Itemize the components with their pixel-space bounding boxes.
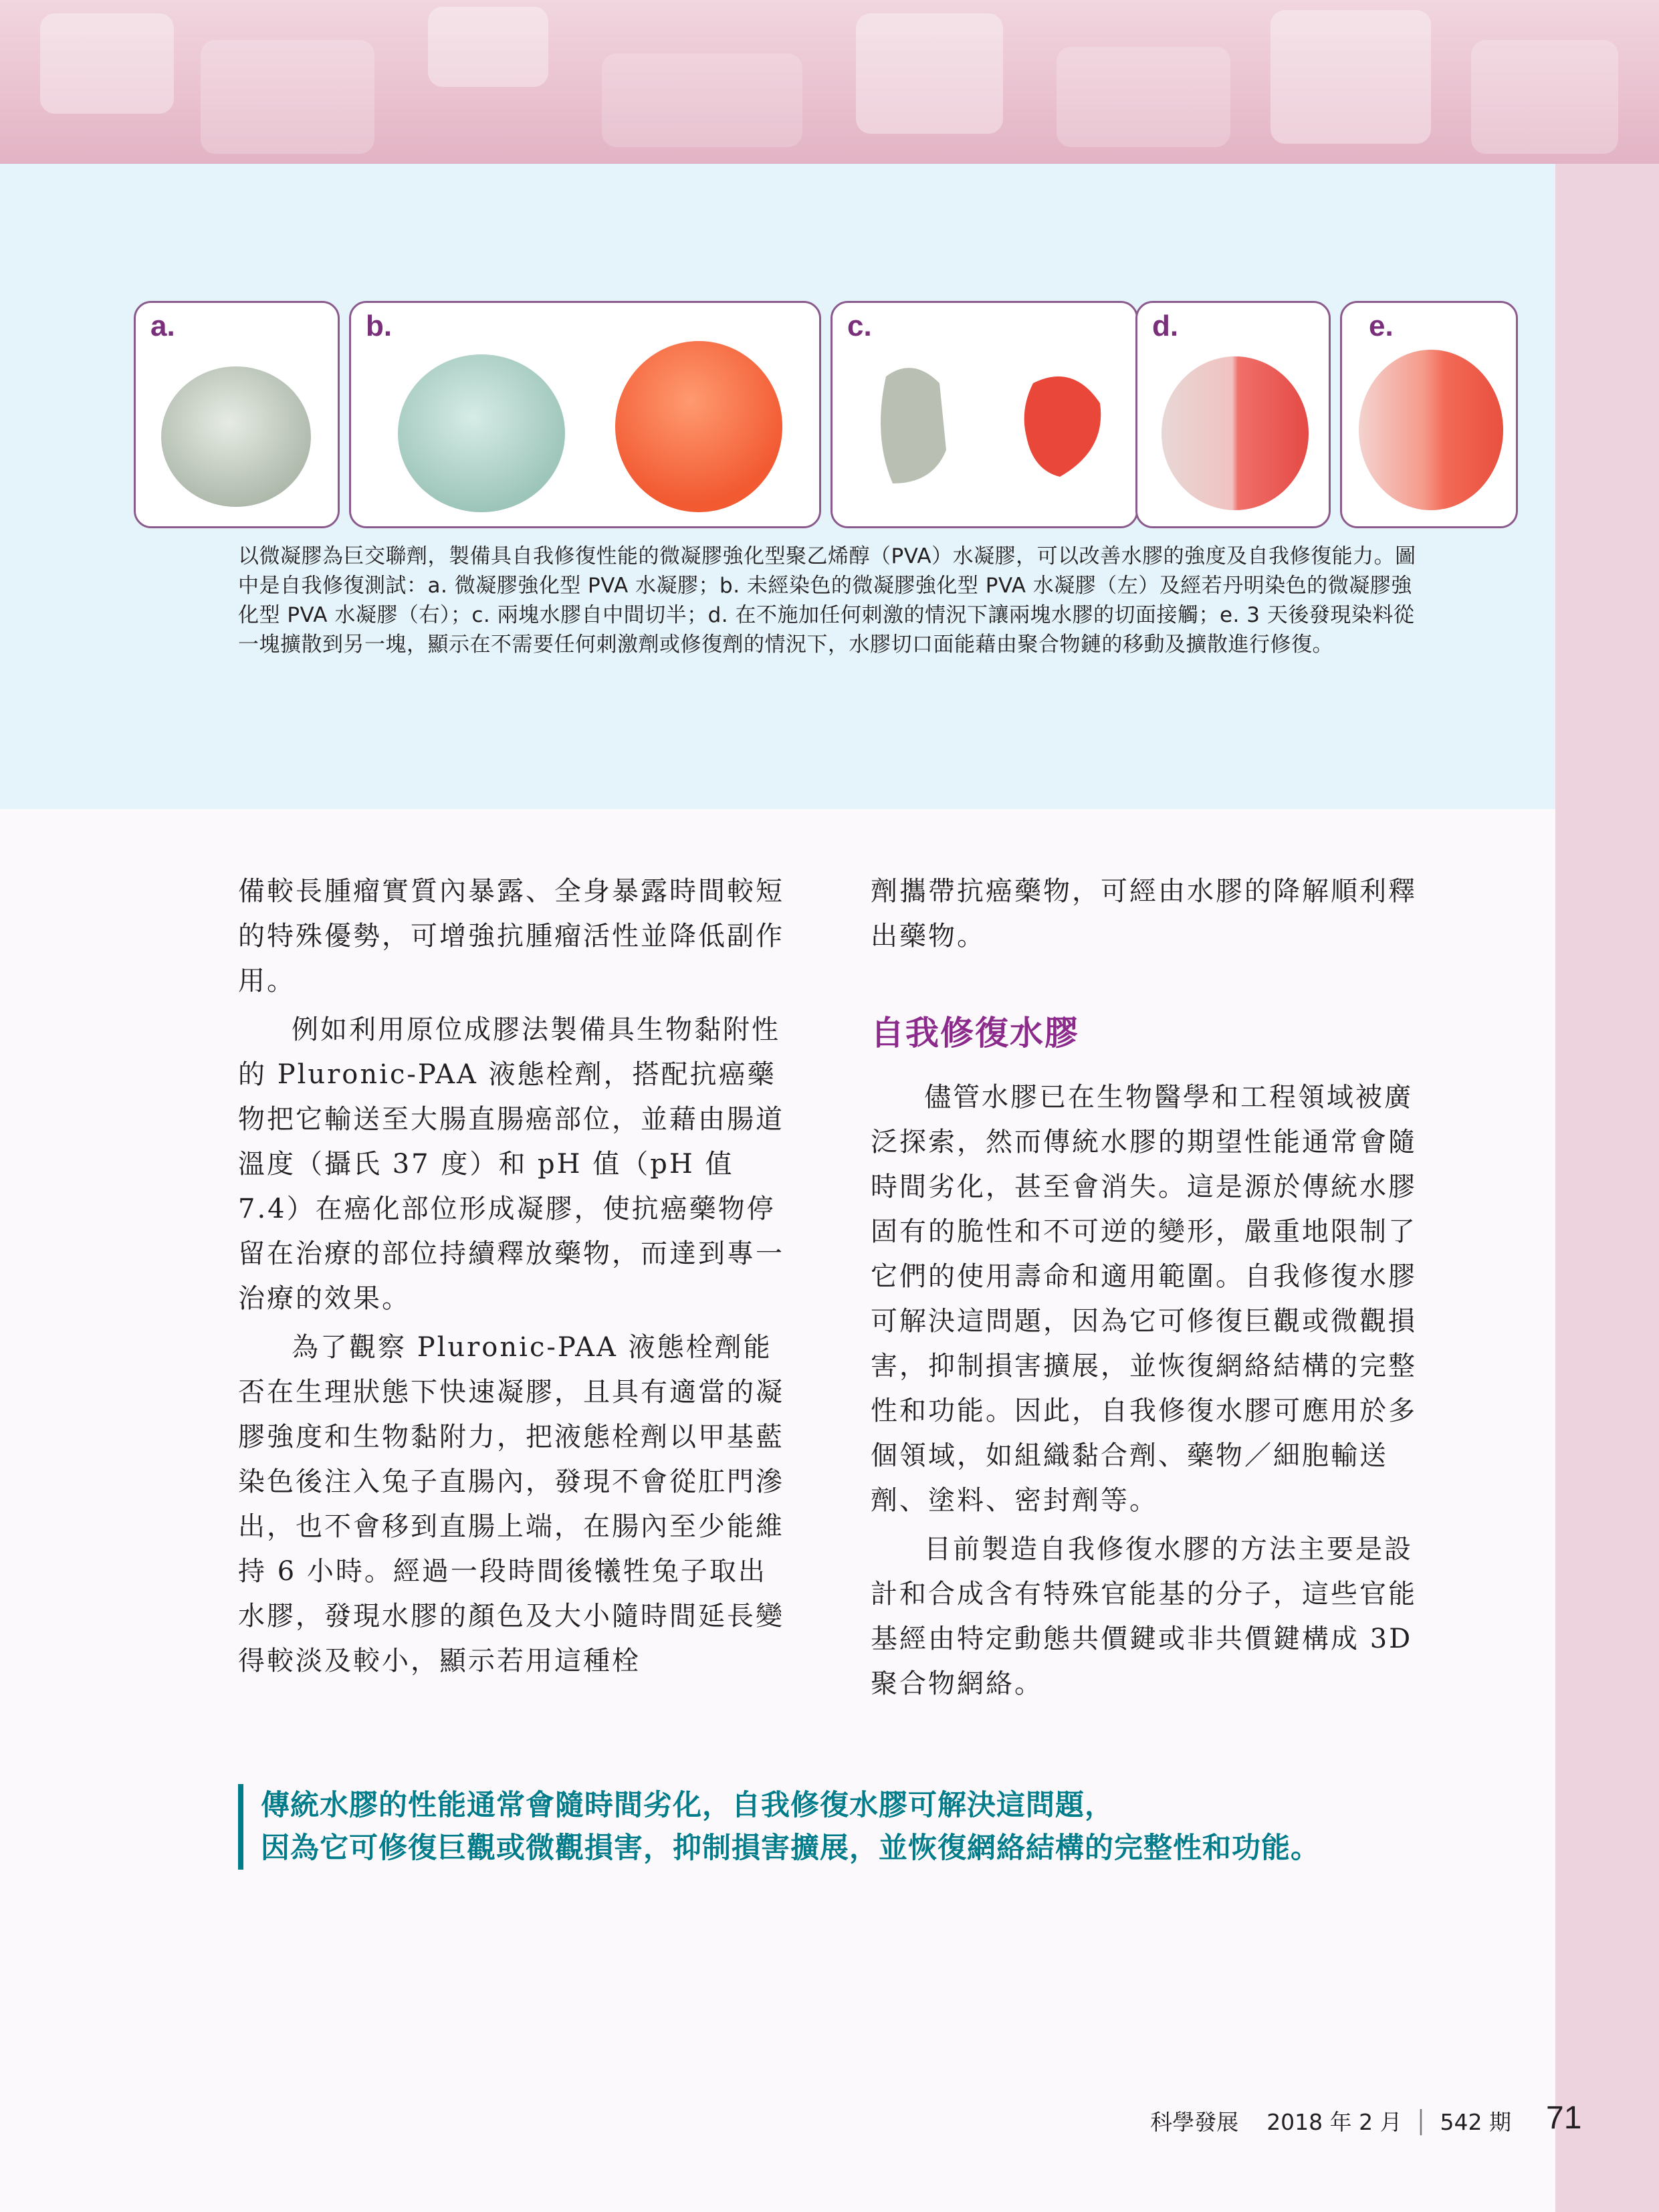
page-number: 71 [1546,2100,1582,2136]
panel-label: c. [847,310,872,342]
panel-label: b. [366,310,393,342]
right-column [871,869,1426,959]
magazine-name: 科學發展 [1150,2109,1239,2135]
section-heading: 自我修復水膠 [871,1014,1079,1053]
photo-panel-b [349,301,821,528]
paragraph: 儘管水膠已在生物醫學和工程領域被廣泛探索，然而傳統水膠的期望性能通常會隨時間劣化，甚至會消失。這是源於傳統水膠固有的脆性和不可逆的變形，嚴重地限制了它們的使用壽命和適用範圍。自我修復水膠可解決這問題，因為它可修復巨觀或微觀損害，抑制損害擴展，並恢復網絡結構的完整性和功能。因此，自我修復水膠可應用於多個領域，如組織黏合劑、藥物／細胞輸送劑、塗料、密封劑等。 [871,1082,1417,1516]
page-footer [1043,2105,1511,2136]
right-column-continued [871,1075,1426,1706]
issue-date: 2018 年 2 月 [1266,2109,1402,2135]
gel-sample-image [833,303,1138,528]
left-column [238,869,793,1684]
issue-number: 542 期 [1440,2109,1511,2135]
pull-quote-bar [238,1784,243,1870]
page-edge-strip [1555,164,1659,2212]
paragraph: 劑攜帶抗癌藥物，可經由水膠的降解順利釋出藥物。 [871,876,1417,952]
pull-quote [261,1784,1464,1870]
photo-panel-e [1340,301,1518,528]
photo-panel-c [831,301,1138,528]
gel-sample-image [1342,303,1518,528]
gel-sample-image [136,303,340,528]
photo-panel-d [1135,301,1331,528]
pull-quote-line: 傳統水膠的性能通常會隨時間劣化，自我修復水膠可解決這問題， [261,1789,1114,1822]
gel-sample-image [1137,303,1331,528]
panel-label: a. [150,310,175,342]
panel-label: d. [1152,310,1179,342]
footer-divider: │ [1414,2109,1428,2135]
paragraph: 為了觀察 Pluronic-PAA 液態栓劑能否在生理狀態下快速凝膠，且具有適當的凝膠強度和生物黏附力，把液態栓劑以甲基藍染色後注入兔子直腸內，發現不會從肛門滲出，也不會移到直腸上端，在腸內至少能維持 6 小時。經過一段時間後犧牲兔子取出水膠，發現水膠的顏色及大小隨時間延長變得較淡及較小，顯示若用這種栓 [238,1332,784,1676]
paragraph: 例如利用原位成膠法製備具生物黏附性的 Pluronic-PAA 液態栓劑，搭配抗癌藥物把它輸送至大腸直腸癌部位，並藉由腸道溫度（攝氏 37 度）和 pH 值（pH 值 7.4）在癌化部位形成凝膠，使抗癌藥物停留在治療的部位持續釋放藥物，而達到專一治療的效果。 [238,1014,784,1314]
gel-sample-image [351,303,821,528]
figure-caption: 以微凝膠為巨交聯劑，製備具自我修復性能的微凝膠強化型聚乙烯醇（PVA）水凝膠，可以改善水膠的強度及自我修復能力。圖中是自我修復測試：a. 微凝膠強化型 PVA 水凝膠；b. 未經染色的微凝膠強化型 PVA 水凝膠（左）及經若丹明染色的微凝膠強化型 PVA 水凝膠（右）；c. 兩塊水膠自中間切半；d. 在不施加任何刺激的情況下讓兩塊水膠的切面接觸；e. 3 天後發現染料從一塊擴散到另一塊，顯示在不需要任何刺激劑或修復劑的情況下，水膠切口面能藉由聚合物鏈的移動及擴散進行修復。 [238,544,1416,657]
paragraph: 備較長腫瘤實質內暴露、全身暴露時間較短的特殊優勢，可增強抗腫瘤活性並降低副作用。 [238,876,784,996]
header-decoration [0,0,1659,164]
photo-panel-a [134,301,340,528]
panel-label: e. [1369,310,1394,342]
pull-quote-line: 因為它可修復巨觀或微觀損害，抑制損害擴展，並恢復網絡結構的完整性和功能。 [261,1832,1320,1865]
paragraph: 目前製造自我修復水膠的方法主要是設計和合成含有特殊官能基的分子，這些官能基經由特定動態共價鍵或非共價鍵構成 3D 聚合物網絡。 [871,1534,1417,1699]
